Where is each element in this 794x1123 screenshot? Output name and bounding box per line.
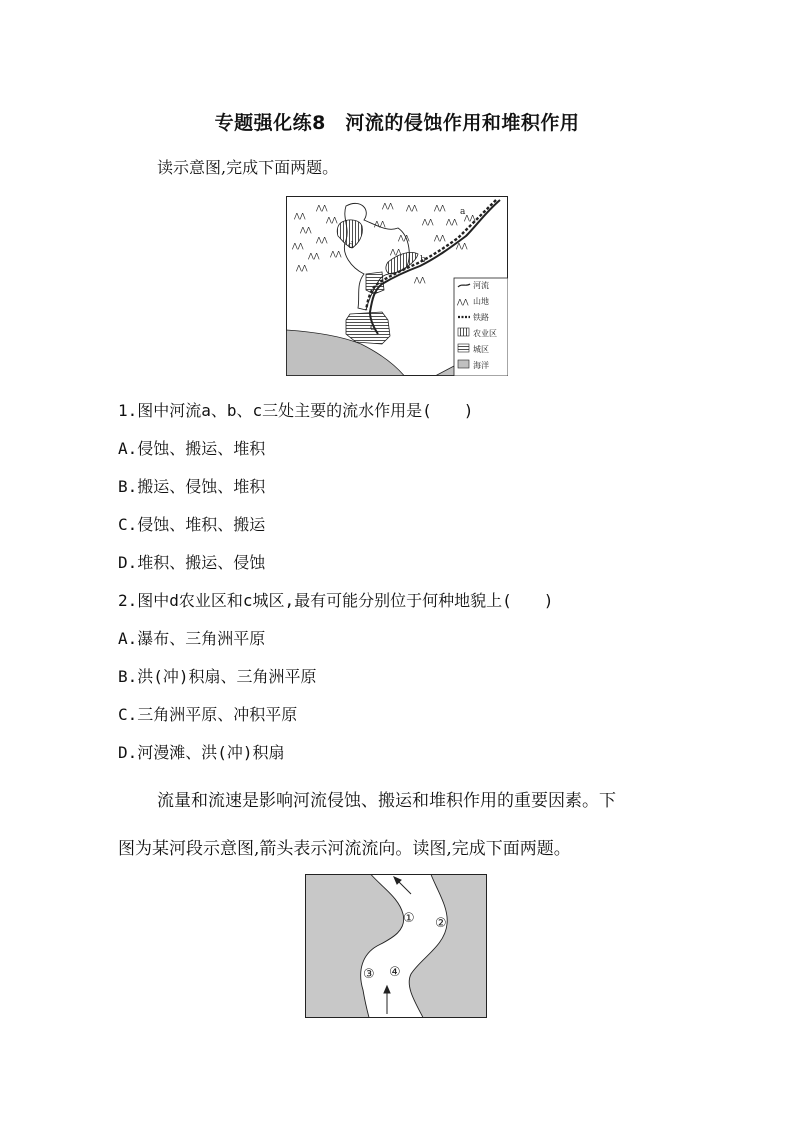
question-1-stem: 1.图中河流a、b、c三处主要的流水作用是( ): [118, 401, 474, 420]
legend-label: 城区: [473, 345, 489, 354]
label-b: b: [420, 255, 426, 265]
svg-text:⋀⋀: ⋀⋀: [326, 216, 338, 224]
question-2-stem: 2.图中d农业区和c城区,最有可能分别位于何种地貌上( ): [118, 591, 554, 610]
legend-label: 海洋: [473, 361, 489, 370]
svg-text:⋀⋀: ⋀⋀: [406, 204, 418, 212]
svg-text:⋀⋀: ⋀⋀: [330, 250, 342, 258]
marker-4: ④: [389, 965, 401, 980]
svg-text:⋀⋀: ⋀⋀: [434, 234, 446, 242]
question-1-option-b: B.搬运、侵蚀、堆积: [118, 477, 266, 496]
marker-3: ③: [363, 967, 375, 982]
svg-text:⋀⋀: ⋀⋀: [446, 218, 458, 226]
map-legend: [454, 278, 508, 376]
page-title: 专题强化练8 河流的侵蚀作用和堆积作用: [214, 112, 580, 134]
legend-label: 农业区: [473, 329, 497, 338]
question-2-option-b: B.洪(冲)积扇、三角洲平原: [118, 667, 317, 686]
legend-ocean-icon: [458, 360, 469, 368]
svg-text:⋀⋀: ⋀⋀: [422, 218, 434, 226]
paragraph-line-2: 图为某河段示意图,箭头表示河流流向。读图,完成下面两题。: [118, 839, 571, 859]
svg-text:⋀⋀: ⋀⋀: [374, 220, 386, 228]
intro-text: 读示意图,完成下面两题。: [157, 158, 339, 177]
paragraph-line-1: 流量和流速是影响河流侵蚀、搬运和堆积作用的重要因素。下: [157, 791, 616, 811]
svg-text:⋀⋀: ⋀⋀: [300, 226, 312, 234]
svg-text:⋀⋀: ⋀⋀: [382, 202, 394, 210]
legend-agri-icon: [458, 328, 469, 336]
marker-2: ②: [435, 916, 447, 931]
svg-text:⋀⋀: ⋀⋀: [308, 252, 320, 260]
svg-text:⋀⋀: ⋀⋀: [294, 212, 306, 220]
svg-text:⋀⋀: ⋀⋀: [398, 234, 410, 242]
label-a: a: [460, 207, 466, 217]
svg-text:⋀⋀: ⋀⋀: [292, 242, 304, 250]
legend-label: 铁路: [473, 313, 489, 322]
svg-text:⋀⋀: ⋀⋀: [296, 264, 308, 272]
svg-text:⋀⋀: ⋀⋀: [414, 276, 426, 284]
label-c: c: [370, 323, 376, 333]
svg-text:⋀⋀: ⋀⋀: [456, 242, 468, 250]
svg-text:⋀⋀: ⋀⋀: [434, 204, 446, 212]
label-d: d: [348, 241, 354, 251]
svg-text:⋀⋀: ⋀⋀: [316, 204, 328, 212]
legend-label: 河流: [473, 281, 489, 290]
svg-text:⋀⋀: ⋀⋀: [316, 236, 328, 244]
city-area-c: [346, 312, 390, 344]
legend-label: 山地: [473, 297, 489, 306]
question-1-option-d: D.堆积、搬运、侵蚀: [118, 553, 266, 572]
question-2-option-d: D.河漫滩、洪(冲)积扇: [118, 743, 285, 762]
city-area-upper: [366, 272, 384, 294]
question-1-option-a: A.侵蚀、搬运、堆积: [118, 439, 266, 458]
river-bend-figure: [305, 874, 487, 1018]
question-2-option-a: A.瀑布、三角洲平原: [118, 629, 266, 648]
legend-city-icon: [458, 344, 469, 352]
question-2-option-c: C.三角洲平原、冲积平原: [118, 705, 298, 724]
legend-mountain-icon: ⋀⋀: [457, 298, 469, 306]
svg-text:⋀⋀: ⋀⋀: [390, 248, 402, 256]
river-map-figure: [286, 196, 508, 376]
question-1-option-c: C.侵蚀、堆积、搬运: [118, 515, 266, 534]
marker-1: ①: [403, 911, 415, 926]
svg-text:⋀⋀: ⋀⋀: [464, 214, 476, 222]
